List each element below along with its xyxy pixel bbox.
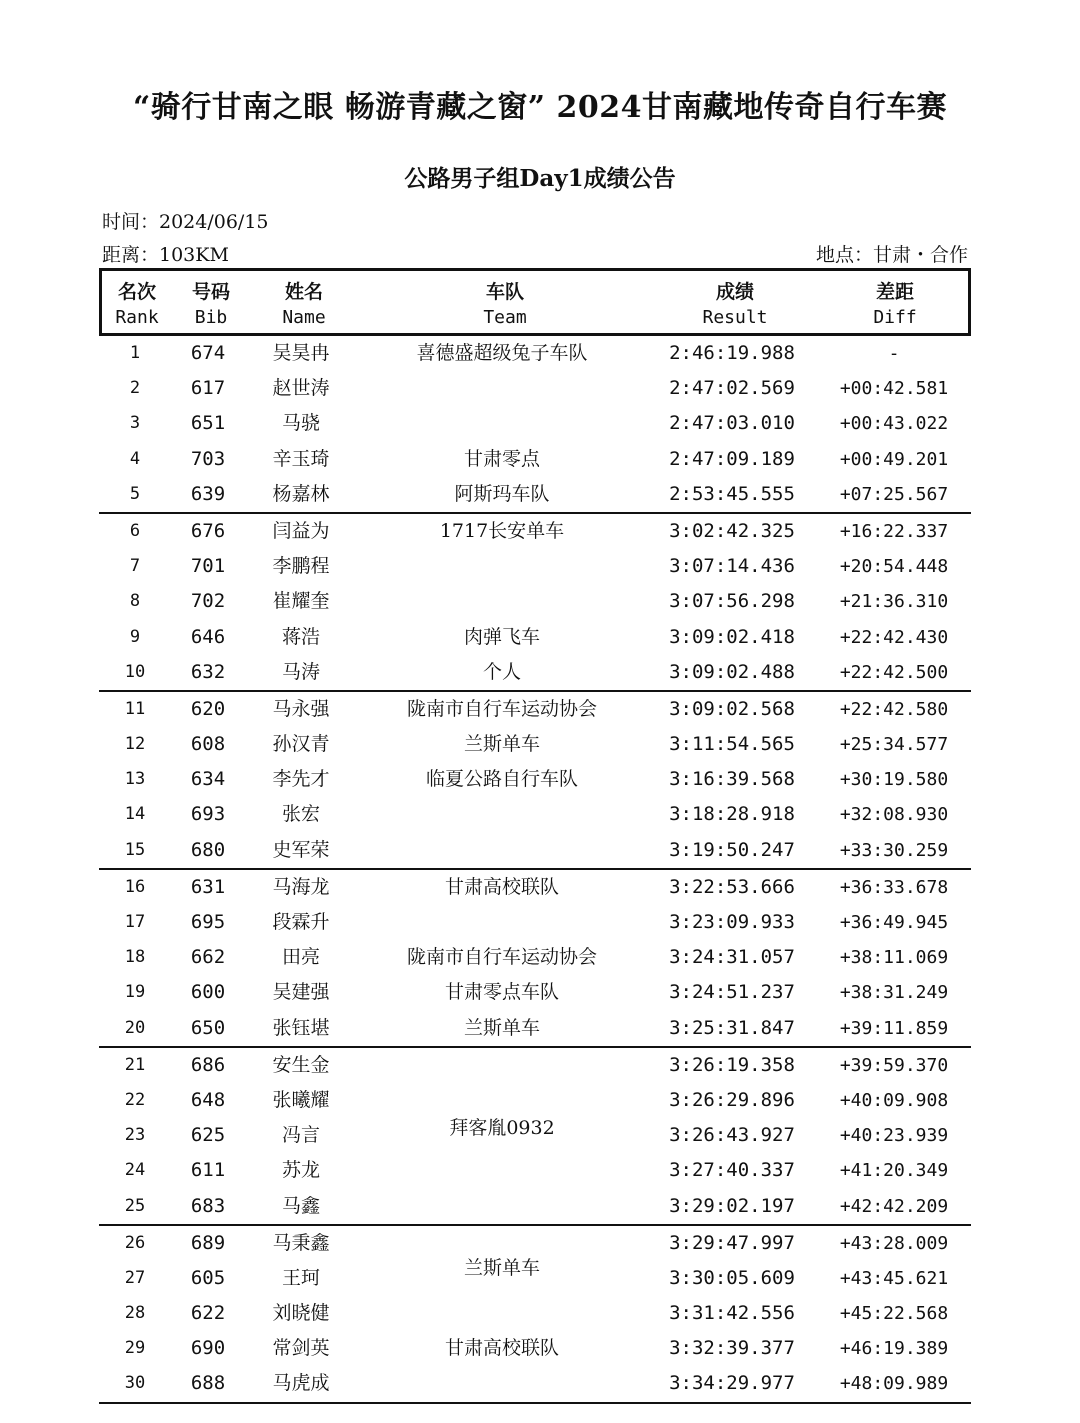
header-team xyxy=(352,279,658,331)
cell-rank: 29 xyxy=(124,1338,146,1359)
cell-diff: +32:08.930 xyxy=(839,804,949,826)
cell-diff: +41:20.349 xyxy=(839,1160,949,1182)
cell-rank: 27 xyxy=(124,1267,146,1288)
cell-team: 甘肃零点 xyxy=(463,447,540,470)
cell-rank: 26 xyxy=(124,1232,146,1253)
cell-result: 3:26:19.358 xyxy=(669,1053,795,1076)
header-bib-en: Bib xyxy=(194,307,228,328)
cell-diff: +40:23.939 xyxy=(839,1125,949,1147)
cell-bib: 690 xyxy=(190,1337,226,1360)
results-table xyxy=(99,336,971,1404)
cell-name: 张宏 xyxy=(281,803,320,826)
cell-name: 马秉鑫 xyxy=(272,1231,330,1254)
cell-diff: +22:42.500 xyxy=(839,661,949,683)
cell-result: 3:30:05.609 xyxy=(669,1266,795,1289)
cell-bib: 617 xyxy=(190,377,226,400)
cell-name: 安生金 xyxy=(272,1053,330,1076)
cell-diff: +38:31.249 xyxy=(839,982,949,1004)
cell-bib: 646 xyxy=(190,625,226,648)
table-row xyxy=(99,1048,971,1083)
cell-rank: 16 xyxy=(124,876,146,897)
header-result-cn: 成绩 xyxy=(715,281,754,303)
cell-bib: 631 xyxy=(190,875,226,898)
cell-diff: +39:59.370 xyxy=(839,1054,949,1076)
header-rank xyxy=(102,279,172,331)
cell-bib: 632 xyxy=(190,660,226,683)
cell-bib: 625 xyxy=(190,1124,226,1147)
merged-team-cell: 拜客胤0932 xyxy=(449,1116,555,1139)
cell-diff: +25:34.577 xyxy=(839,734,949,756)
cell-name: 马涛 xyxy=(281,660,320,683)
cell-result: 2:46:19.988 xyxy=(669,342,795,364)
cell-rank: 3 xyxy=(129,413,141,434)
cell-name: 杨嘉林 xyxy=(272,482,330,505)
table-row xyxy=(99,1153,971,1188)
cell-rank: 19 xyxy=(124,982,146,1003)
cell-result: 2:47:09.189 xyxy=(669,447,795,470)
cell-result: 3:09:02.488 xyxy=(669,660,795,683)
cell-rank: 24 xyxy=(124,1160,146,1181)
race-distance: 距离：103KM xyxy=(102,244,229,266)
cell-bib: 639 xyxy=(190,482,226,505)
cell-bib: 648 xyxy=(190,1088,226,1111)
cell-diff: +40:09.908 xyxy=(839,1089,949,1111)
header-diff-en: Diff xyxy=(873,307,917,328)
table-row xyxy=(99,1331,971,1366)
cell-diff: +30:19.580 xyxy=(839,769,949,791)
header-bib xyxy=(174,279,248,331)
cell-name: 吴昊冉 xyxy=(272,342,330,364)
merged-team-cell: 兰斯单车 xyxy=(463,1257,540,1280)
cell-name: 马鑫 xyxy=(281,1194,320,1217)
cell-diff: +36:49.945 xyxy=(839,912,949,933)
cell-team: 兰斯单车 xyxy=(463,1016,540,1039)
cell-rank: 30 xyxy=(124,1373,146,1394)
cell-rank: 28 xyxy=(124,1303,146,1324)
cell-team: 甘肃高校联队 xyxy=(444,875,559,898)
cell-rank: 21 xyxy=(124,1054,146,1075)
cell-diff: +33:30.259 xyxy=(839,839,949,861)
cell-team: 肉弹飞车 xyxy=(463,625,540,648)
cell-diff: +45:22.568 xyxy=(839,1303,949,1325)
table-row xyxy=(99,442,971,477)
cell-bib: 620 xyxy=(190,697,226,720)
cell-diff: +42:42.209 xyxy=(839,1195,949,1217)
table-row xyxy=(99,549,971,584)
cell-diff: +00:49.201 xyxy=(839,448,949,470)
table-row xyxy=(99,975,971,1010)
cell-diff: +21:36.310 xyxy=(839,591,949,613)
cell-diff: +43:45.621 xyxy=(839,1267,949,1289)
cell-rank: 25 xyxy=(124,1195,146,1216)
cell-result: 3:09:02.418 xyxy=(669,625,795,648)
cell-team: 喜德盛超级兔子车队 xyxy=(416,342,588,364)
cell-team: 陇南市自行车运动协会 xyxy=(406,946,597,969)
cell-rank: 15 xyxy=(124,839,146,860)
cell-name: 冯言 xyxy=(281,1124,320,1147)
cell-team: 兰斯单车 xyxy=(463,733,540,756)
cell-bib: 701 xyxy=(190,555,226,578)
cell-name: 段霖升 xyxy=(272,911,330,933)
cell-result: 3:31:42.556 xyxy=(669,1302,795,1325)
race-location: 地点：甘肃・合作 xyxy=(815,244,968,266)
table-row xyxy=(99,371,971,406)
cell-result: 3:24:31.057 xyxy=(669,946,795,969)
table-row xyxy=(99,1189,971,1226)
cell-team: 个人 xyxy=(482,660,521,683)
cell-bib: 622 xyxy=(190,1302,226,1325)
cell-team: 甘肃零点车队 xyxy=(444,981,559,1004)
cell-team: 1717长安单车 xyxy=(439,519,565,542)
cell-diff: +36:33.678 xyxy=(839,876,949,898)
cell-name: 田亮 xyxy=(281,946,320,969)
cell-name: 刘晓健 xyxy=(272,1302,330,1325)
cell-bib: 680 xyxy=(190,838,226,861)
cell-bib: 651 xyxy=(190,412,226,435)
cell-rank: 18 xyxy=(124,947,146,968)
table-row xyxy=(99,797,971,832)
cell-rank: 5 xyxy=(129,483,141,504)
cell-bib: 605 xyxy=(190,1266,226,1289)
cell-rank: 1 xyxy=(129,343,141,363)
cell-bib: 703 xyxy=(190,447,226,470)
table-row xyxy=(99,833,971,870)
cell-result: 3:09:02.568 xyxy=(669,697,795,720)
cell-bib: 662 xyxy=(190,946,226,969)
cell-name: 吴建强 xyxy=(272,981,330,1004)
header-result-en: Result xyxy=(702,307,768,328)
cell-diff: +07:25.567 xyxy=(839,483,949,505)
cell-result: 3:19:50.247 xyxy=(669,838,795,861)
header-bib-cn: 号码 xyxy=(191,281,230,303)
cell-result: 3:29:02.197 xyxy=(669,1194,795,1217)
table-row xyxy=(99,1296,971,1331)
cell-name: 张曦耀 xyxy=(272,1088,330,1111)
header-rank-en: Rank xyxy=(115,307,159,328)
cell-rank: 12 xyxy=(124,734,146,755)
cell-diff: +22:42.430 xyxy=(839,626,949,648)
table-row xyxy=(99,620,971,655)
cell-bib: 689 xyxy=(190,1231,226,1254)
cell-result: 3:02:42.325 xyxy=(669,519,795,542)
cell-bib: 600 xyxy=(190,981,226,1004)
page-title: “骑行甘南之眼 畅游青藏之窗” 2024甘南藏地传奇自行车赛 xyxy=(133,90,947,125)
table-row xyxy=(99,762,971,797)
cell-bib: 693 xyxy=(190,803,226,826)
header-result xyxy=(652,279,818,331)
cell-result: 3:11:54.565 xyxy=(669,733,795,756)
table-row xyxy=(99,692,971,727)
cell-result: 3:26:29.896 xyxy=(669,1088,795,1111)
cell-diff: +38:11.069 xyxy=(839,947,949,969)
cell-team: 阿斯玛车队 xyxy=(454,482,550,505)
table-row xyxy=(99,406,971,441)
cell-rank: 22 xyxy=(124,1089,146,1110)
cell-result: 3:22:53.666 xyxy=(669,875,795,898)
cell-team: 临夏公路自行车队 xyxy=(425,768,578,791)
cell-name: 王珂 xyxy=(281,1266,320,1289)
cell-name: 马永强 xyxy=(272,697,330,720)
cell-rank: 7 xyxy=(129,556,141,577)
cell-rank: 20 xyxy=(124,1017,146,1038)
table-row xyxy=(99,655,971,692)
cell-diff: +00:43.022 xyxy=(839,413,949,435)
table-row xyxy=(99,905,971,940)
cell-team: 甘肃高校联队 xyxy=(444,1337,559,1360)
cell-bib: 608 xyxy=(190,733,226,756)
cell-result: 2:47:03.010 xyxy=(669,412,795,435)
cell-rank: 4 xyxy=(129,448,141,469)
table-row xyxy=(99,514,971,549)
cell-name: 崔耀奎 xyxy=(272,590,330,613)
cell-bib: 650 xyxy=(190,1016,226,1039)
table-row xyxy=(99,584,971,619)
cell-rank: 11 xyxy=(124,698,146,719)
race-date: 时间：2024/06/15 xyxy=(102,211,269,233)
cell-team: 陇南市自行车运动协会 xyxy=(406,697,597,720)
cell-rank: 10 xyxy=(124,661,146,682)
cell-result: 3:16:39.568 xyxy=(669,768,795,791)
cell-bib: 683 xyxy=(190,1194,226,1217)
cell-name: 马虎成 xyxy=(272,1372,330,1395)
cell-name: 史军荣 xyxy=(272,838,330,861)
cell-bib: 686 xyxy=(190,1053,226,1076)
cell-result: 2:53:45.555 xyxy=(669,482,795,505)
cell-name: 常剑英 xyxy=(272,1337,330,1360)
cell-bib: 702 xyxy=(190,590,226,613)
cell-diff: +39:11.859 xyxy=(839,1017,949,1039)
cell-result: 3:24:51.237 xyxy=(669,981,795,1004)
table-row xyxy=(99,940,971,975)
cell-name: 辛玉琦 xyxy=(272,447,330,470)
cell-bib: 688 xyxy=(190,1372,226,1395)
cell-bib: 634 xyxy=(190,768,226,791)
table-row xyxy=(99,477,971,514)
table-row xyxy=(99,727,971,762)
cell-name: 张钰堪 xyxy=(272,1016,330,1039)
table-row xyxy=(99,336,971,371)
cell-bib: 611 xyxy=(190,1159,226,1182)
cell-diff: +22:42.580 xyxy=(839,698,949,720)
cell-diff: +48:09.989 xyxy=(839,1373,949,1395)
header-name xyxy=(258,279,350,331)
cell-diff: +46:19.389 xyxy=(839,1338,949,1360)
header-name-cn: 姓名 xyxy=(284,281,323,303)
cell-result: 3:32:39.377 xyxy=(669,1337,795,1360)
cell-rank: 13 xyxy=(124,769,146,790)
header-diff-cn: 差距 xyxy=(875,281,914,303)
cell-name: 赵世涛 xyxy=(272,377,330,400)
cell-diff: - xyxy=(888,343,900,364)
cell-name: 蒋浩 xyxy=(281,625,320,648)
cell-bib: 674 xyxy=(190,342,226,364)
cell-rank: 8 xyxy=(129,591,141,612)
cell-name: 孙汉青 xyxy=(272,733,330,756)
cell-bib: 676 xyxy=(190,519,226,542)
cell-result: 3:29:47.997 xyxy=(669,1231,795,1254)
cell-bib: 695 xyxy=(190,911,226,933)
header-name-en: Name xyxy=(282,307,326,328)
header-team-cn: 车队 xyxy=(485,281,524,303)
header-rank-cn: 名次 xyxy=(117,281,156,303)
cell-result: 3:26:43.927 xyxy=(669,1124,795,1147)
cell-rank: 2 xyxy=(129,378,141,399)
cell-rank: 14 xyxy=(124,804,146,825)
table-row xyxy=(99,1011,971,1048)
cell-diff: +20:54.448 xyxy=(839,556,949,578)
cell-rank: 23 xyxy=(124,1125,146,1146)
cell-name: 李先才 xyxy=(272,768,330,791)
cell-result: 3:18:28.918 xyxy=(669,803,795,826)
cell-result: 3:25:31.847 xyxy=(669,1016,795,1039)
cell-diff: +00:42.581 xyxy=(839,378,949,400)
cell-result: 3:23:09.933 xyxy=(669,911,795,933)
cell-result: 2:47:02.569 xyxy=(669,377,795,400)
page-subtitle: 公路男子组Day1成绩公告 xyxy=(404,165,676,192)
cell-rank: 9 xyxy=(129,626,141,647)
table-row xyxy=(99,870,971,905)
cell-rank: 6 xyxy=(129,520,141,541)
cell-result: 3:07:56.298 xyxy=(669,590,795,613)
cell-name: 苏龙 xyxy=(281,1159,320,1182)
cell-diff: +16:22.337 xyxy=(839,520,949,542)
table-header xyxy=(99,268,971,336)
table-row xyxy=(99,1366,971,1403)
cell-name: 闫益为 xyxy=(272,519,330,542)
cell-result: 3:07:14.436 xyxy=(669,555,795,578)
header-team-en: Team xyxy=(483,307,527,328)
cell-result: 3:27:40.337 xyxy=(669,1159,795,1182)
cell-rank: 17 xyxy=(124,912,146,932)
cell-name: 李鹏程 xyxy=(272,555,330,578)
cell-name: 马骁 xyxy=(281,412,320,435)
cell-name: 马海龙 xyxy=(272,875,330,898)
cell-diff: +43:28.009 xyxy=(839,1232,949,1254)
cell-result: 3:34:29.977 xyxy=(669,1372,795,1395)
header-diff xyxy=(818,279,972,331)
